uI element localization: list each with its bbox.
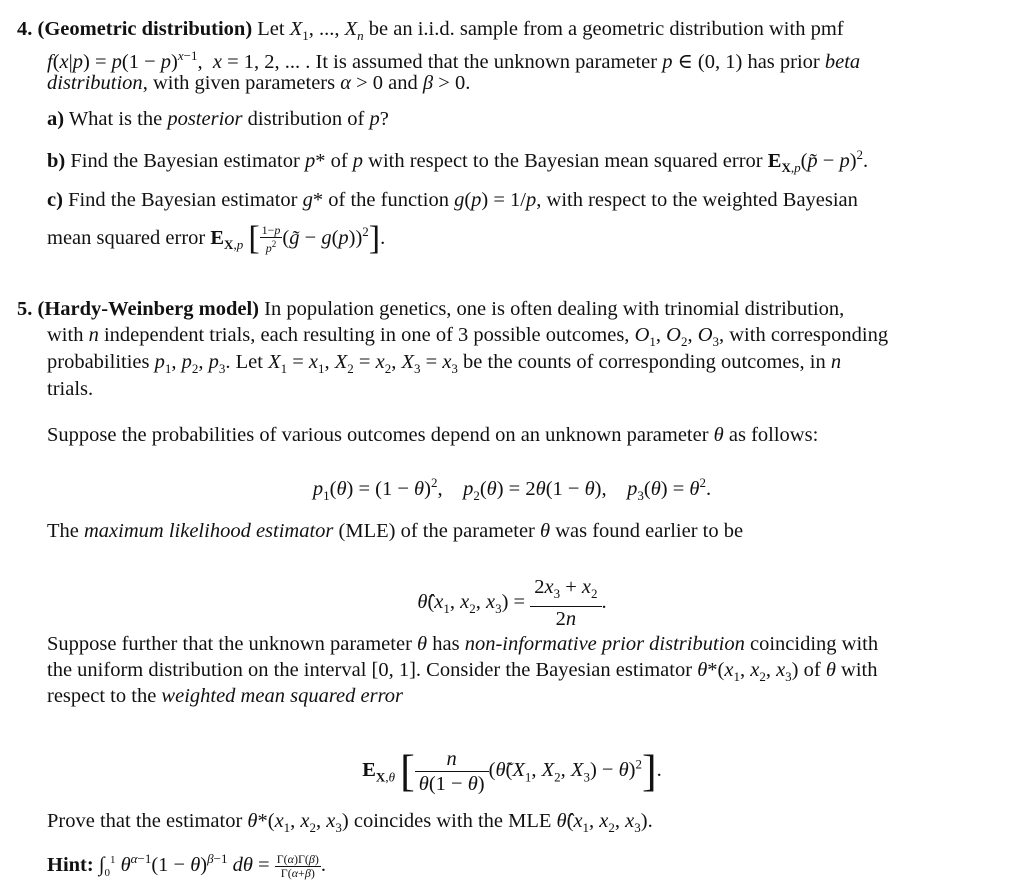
p4-part-c1: c) Find the Bayesian estimator g* of the function g(p) = 1/p, with respect to the weighted Bayesian [47,189,858,211]
p4-part-b: b) Find the Bayesian estimator p* of p with respect to the Bayesian mean squared error $E_{X,p}(p̃ - p)^2$. [47,147,869,175]
p5-para4-3: respect to the weighted mean squared error [47,685,404,707]
p5-eq3: $E_{X,\theta}$ [ $\frac{n}{\theta(1 - \theta)}$ ($\thetã(X_1$, $X_2$, $X_3) - \theta)^2$]. [362,746,662,796]
p5-para2: Suppose the probabilities of various outcomes depend on an unknown parameter θ as follows: [47,424,819,446]
p4-line1: 4. (Geometric distribution) Let $X_1$, ..., $X_n$ be an i.i.d. sample from a geometric distribution with pmf [17,18,844,44]
p4-number: 4. [17,18,33,40]
p5-title: (Hardy-Weinberg model) [37,298,259,320]
p5-para4-1: Suppose further that the unknown parameter θ has non-informative prior distribution coinciding with [47,633,879,655]
p4-line2: $f(x|p) = p(1 - p)^{x-1}$, x = 1, 2, ... . It is assumed that the unknown parameter p ∈ (0, 1) has prior beta [47,48,861,73]
p5-para3: The maximum likelihood estimator (MLE) of the parameter θ was found earlier to be [47,520,744,542]
p5-line1: 5. (Hardy-Weinberg model) In population genetics, one is often dealing with trinomial distribution, [17,298,845,320]
p5-hint: Hint: $\int_0^1$ $\theta^{\alpha-1}(1 - \theta)^{\beta-1}$ dθ = $\frac{\Gamma(\alpha)\Gamma(\beta)}{\Gamma(\alpha+\beta)}$ . [47,851,327,880]
hint-label: Hint: [47,853,94,876]
p5-number: 5. [17,298,33,320]
p5-para4-2: the uniform distribution on the interval [0, 1]. Consider the Bayesian estimator $\theta*(x_1$, $x_2$, $x_3$) of θ with [47,659,878,685]
p4-part-c2: mean squared error $E_{X,p}$ [ $\frac{1-p}{p^2}$ (g̃ − g(p))$^2$]. [47,220,386,258]
p4-line3: distribution, with given parameters α > 0 and β > 0. [47,72,471,94]
p4-part-a: a) What is the posterior distribution of p? [47,108,389,130]
p4-title: (Geometric distribution) [37,18,253,40]
p5-line2: with n independent trials, each resulting in one of 3 possible outcomes, $O_1$, $O_2$, $O_3$, with corresponding [47,324,889,350]
p5-line4: trials. [47,378,94,400]
p5-line3: probabilities $p_1$, $p_2$, $p_3$. Let $X_1 = x_1$, $X_2 = x_2$, $X_3 = x_3$ be the counts of corresponding outcomes, in n [47,351,842,377]
p5-eq1: $p_1(\theta) = (1 - \theta)^2$, $p_2(\theta) = 2\theta(1 - \theta)$, $p_3(\theta) = \theta^2$. [312,475,712,503]
p5-eq2: $\thetâ(x_1$, $x_2$, $x_3$) = $\frac{2x_3 + x_2}{2n}$ . [417,576,607,631]
p5-para5: Prove that the estimator $\theta*(x_1$, $x_2$, $x_3$) coincides with the MLE $\thetâ(x_1$, $x_2$, $x_3$). [47,810,653,836]
